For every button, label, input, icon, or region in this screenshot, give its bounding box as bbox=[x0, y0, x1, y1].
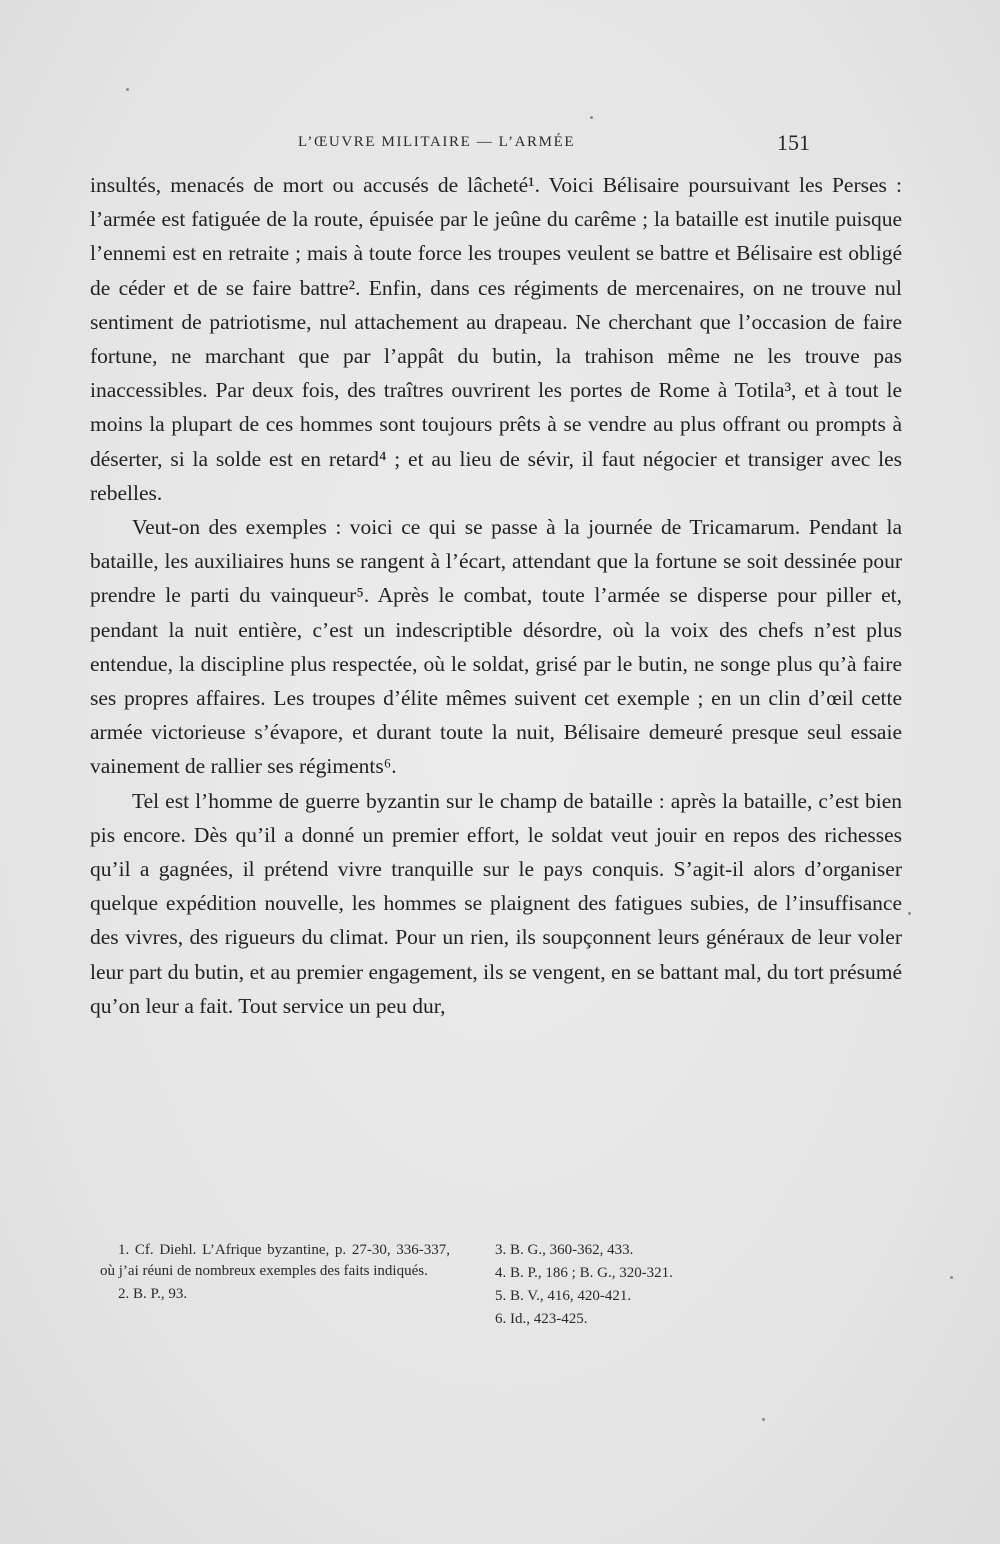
footnotes-left-column bbox=[100, 1240, 450, 1307]
footnote-4: 4. B. P., 186 ; B. G., 320-321. bbox=[495, 1265, 673, 1281]
footnote-5: 5. B. V., 416, 420-421. bbox=[495, 1288, 632, 1304]
page-number: 151 bbox=[777, 130, 810, 155]
paragraph-1: insultés, menacés de mort ou accusés de lâcheté¹. Voici Bélisaire poursuivant les Perses : l’armée est fatiguée de la route, épuisée par le jeûne du carême ; la bataille est inutile puisque l’ennemi est en retraite ; mais à toute force les troupes veulent se battre et Bélisaire est obligé de céder et de se faire battre². Enfin, dans ces régiments de mercenaires, on ne trouve nul sentiment de patriotisme, nul attachement au drapeau. Ne cherchant que l’occasion de faire fortune, ne marchant que par l’appât du butin, la trahison même ne les trouve pas inaccessibles. Par deux fois, des traîtres ouvrirent les portes de Rome à Totila³, et à tout le moins la plupart de ces hommes sont toujours prêts à se vendre au plus offrant ou prompts à déserter, si la solde est en retard⁴ ; et au lieu de sévir, il faut négocier et transiger avec les rebelles. bbox=[90, 173, 902, 505]
paper-speck bbox=[590, 116, 593, 119]
running-head bbox=[0, 130, 1000, 158]
paper-speck bbox=[950, 1276, 953, 1279]
body-text bbox=[90, 168, 902, 1023]
paper-speck bbox=[126, 88, 129, 91]
footnote-3: 3. B. G., 360-362, 433. bbox=[495, 1242, 634, 1258]
footnote-1: 1. Cf. Diehl. L’Afrique byzantine, p. 27-30, 336-337, où j’ai réuni de nombreux exemples des faits indiqués. bbox=[100, 1242, 450, 1279]
paragraph-2: Veut-on des exemples : voici ce qui se passe à la journée de Tricamarum. Pendant la bataille, les auxiliaires huns se rangent à l’écart, attendant que la fortune se soit dessinée pour prendre le parti du vainqueur⁵. Après le combat, toute l’armée se disperse pour piller et, pendant la nuit entière, c’est un indescriptible désordre, où la voix des chefs n’est plus entendue, la discipline plus respectée, où le soldat, grisé par le butin, ne songe plus qu’à faire ses propres affaires. Les troupes d’élite mêmes suivent cet exemple ; en un clin d’œil cette armée victorieuse s’évapore, et durant toute la nuit, Bélisaire demeuré presque seul essaie vainement de rallier ses régiments⁶. bbox=[90, 515, 902, 779]
paragraph-3: Tel est l’homme de guerre byzantin sur le champ de bataille : après la bataille, c’est bien pis encore. Dès qu’il a donné un premier effort, le soldat veut jouir en repos des richesses qu’il a gagnées, il prétend vivre tranquille sur le pays conquis. S’agit-il alors d’organiser quelque expédition nouvelle, les hommes se plaignent des fatigues subies, de l’insuffisance des vivres, des rigueurs du climat. Pour un rien, ils soupçonnent leurs généraux de leur voler leur part du butin, et au premier engagement, ils se vengent, en se battant mal, du tort présumé qu’on leur a fait. Tout service un peu dur, bbox=[90, 788, 902, 1018]
footnote-6: 6. Id., 423-425. bbox=[495, 1311, 588, 1327]
running-title: L’ŒUVRE MILITAIRE — L’ARMÉE bbox=[298, 134, 576, 150]
footnotes-right-column bbox=[495, 1240, 795, 1332]
paper-speck bbox=[908, 912, 911, 915]
footnote-2: 2. B. P., 93. bbox=[118, 1286, 188, 1302]
paper-speck bbox=[762, 1418, 765, 1421]
